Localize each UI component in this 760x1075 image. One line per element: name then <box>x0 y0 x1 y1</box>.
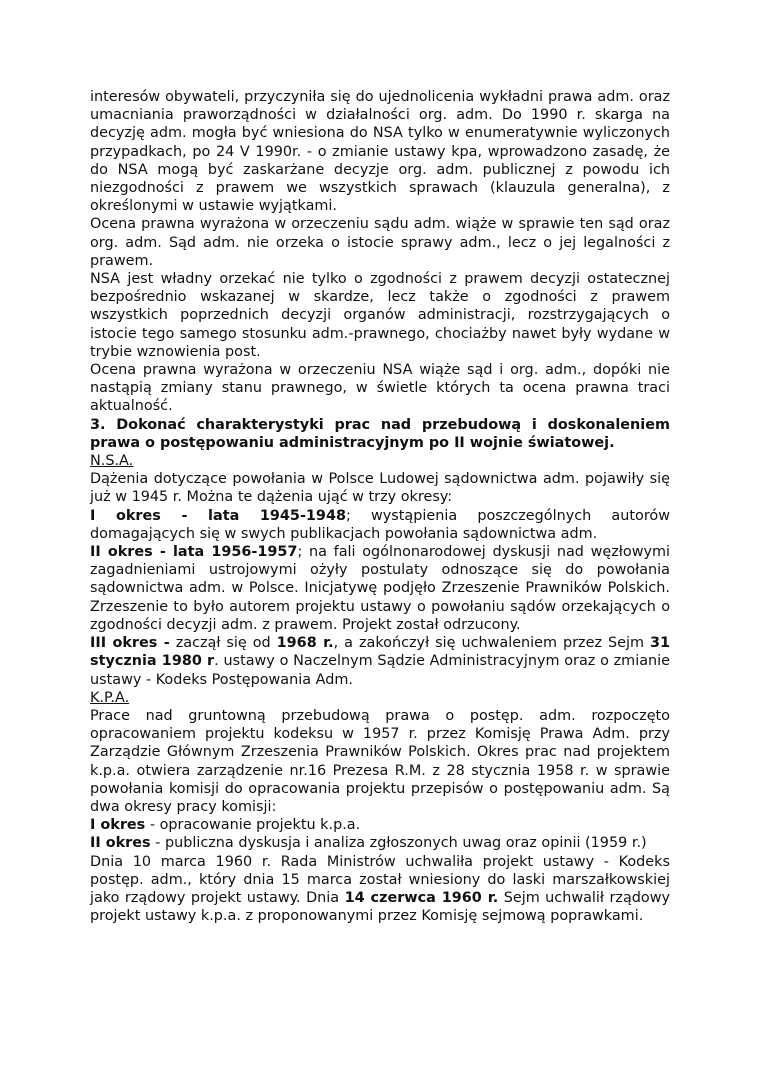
section-heading: 3. Dokonać charakterystyki prac nad przebudową i doskonaleniem prawa o postępowaniu administracyjnym po II wojnie światowej. <box>90 416 670 451</box>
nsa-intro: Dążenia dotyczące powołania w Polsce Ludowej sądownictwa adm. pojawiły się już w 1945 r. Można te dążenia ująć w trzy okresy: <box>90 471 670 506</box>
nsa-period-3: III okres - zaczął się od 1968 r., a zakończył się uchwaleniem przez Sejm 31 stycznia 1980 r. ustawy o Naczelnym Sądzie Administracyjnym oraz o zmianie ustawy - Kodeks Postępowania Adm. <box>90 635 670 688</box>
nsa-period-1: I okres - lata 1945-1948; wystąpienia poszczególnych autorów domagających się w swych publikacjach powołania sądownictwa adm. <box>90 507 670 542</box>
paragraph-nsa-history: interesów obywateli, przyczyniła się do ujednolicenia wykładni prawa adm. oraz umacniania praworządności w działalności org. adm. Do 1990 r. skarga na decyzję adm. mogła być wniesiona do NSA tylko w enumeratywnie wyliczonych przypadkach, po 24 V 1990r. - o zmianie ustawy kpa, wprowadzono zasadę, że do NSA mogą być zaskarżane decyzje org. adm. publicznej z powodu ich niezgodności z prawem we wszystkich sprawach (klauzula generalna), z określonymi w ustawie wyjątkami. <box>90 89 670 215</box>
kpa-label: K.P.A. <box>90 689 130 706</box>
kpa-period-2: II okres - publiczna dyskusja i analiza zgłoszonych uwag oraz opinii (1959 r.) <box>90 835 647 852</box>
kpa-period-1: I okres - opracowanie projektu k.p.a. <box>90 817 361 834</box>
paragraph-nsa-competence: NSA jest władny orzekać nie tylko o zgodności z prawem decyzji ostatecznej bezpośrednio wskazanej w skardze, lecz także o zgodności z prawem wszystkich poprzednich decyzji organów administracji, rozstrzygających o istocie tego samego stosunku adm.-prawnego, chociażby nawet były wydane w trybie wznowienia post. <box>90 271 670 360</box>
kpa-final: Dnia 10 marca 1960 r. Rada Ministrów uchwaliła projekt ustawy - Kodeks postęp. adm., który dnia 15 marca został wniesiony do laski marszałkowskiej jako rządowy projekt ustawy. Dnia 14 czerwca 1960 r. Sejm uchwalił rządowy projekt ustawy k.p.a. z proponowanymi przez Komisję sejmową poprawkami. <box>90 853 671 925</box>
paragraph-nsa-binding: Ocena prawna wyrażona w orzeczeniu NSA wiąże sąd i org. adm., dopóki nie nastąpią zmiany stanu prawnego, w świetle których ta ocena prawna traci aktualność. <box>90 362 670 415</box>
document-page <box>90 88 670 925</box>
nsa-period-2: II okres - lata 1956-1957; na fali ogólnonarodowej dyskusji nad węzłowymi zagadnieniami ustrojowymi ożyły postulaty odnoszące się do powołania sądownictwa adm. w Polsce. Inicjatywę podjęło Zrzeszenie Prawników Polskich. Zrzeszenie to było autorem projektu ustawy o powołaniu sądów orzekających o zgodności decyzji adm. z prawem. Projekt został odrzucony. <box>90 544 670 633</box>
paragraph-legal-assessment: Ocena prawna wyrażona w orzeczeniu sądu adm. wiąże w sprawie ten sąd oraz org. adm. Sąd adm. nie orzeka o istocie sprawy adm., lecz o jej legalności z prawem. <box>90 216 670 269</box>
nsa-label: N.S.A. <box>90 453 134 470</box>
kpa-intro: Prace nad gruntowną przebudową prawa o postęp. adm. rozpoczęto opracowaniem projektu kodeksu w 1957 r. przez Komisję Prawa Adm. przy Zarządzie Głównym Zrzeszenia Prawników Polskich. Okres prac nad projektem k.p.a. otwiera zarządzenie nr.16 Prezesa R.M. z 28 stycznia 1958 r. w sprawie powołania komisji do opracowania projektu przepisów o postępowaniu adm. Są dwa okresy pracy komisji: <box>90 707 670 815</box>
